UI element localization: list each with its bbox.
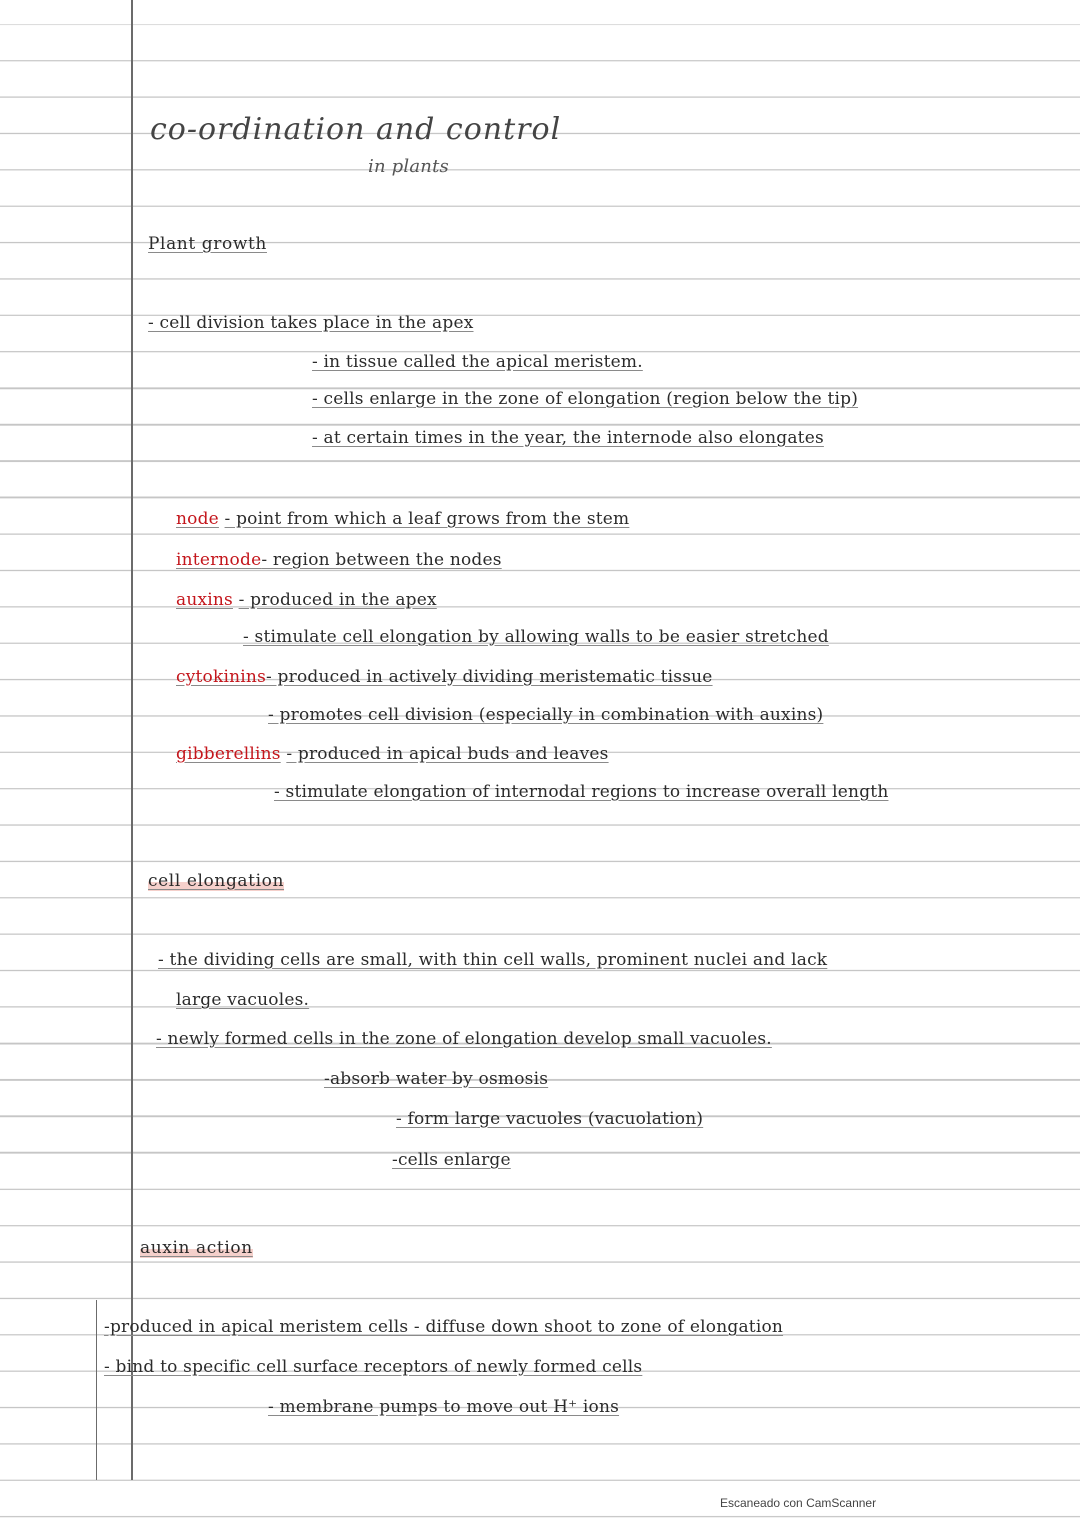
margin-line xyxy=(131,0,133,1480)
plant-growth-line: - cells enlarge in the zone of elongation (region below the tip) xyxy=(312,389,859,409)
definition-row xyxy=(274,782,888,802)
definition-row xyxy=(176,744,609,764)
cell-elongation-line: large vacuoles. xyxy=(176,990,310,1010)
page-title: co-ordination and control xyxy=(150,112,562,147)
margin-line-lower xyxy=(96,1300,97,1480)
cell-elongation-line: -absorb water by osmosis xyxy=(324,1069,549,1089)
plant-growth-line: - at certain times in the year, the internode also elongates xyxy=(312,428,824,448)
definition-text: - stimulate cell elongation by allowing walls to be easier stretched xyxy=(243,627,829,647)
cell-elongation-line: - newly formed cells in the zone of elongation develop small vacuoles. xyxy=(156,1029,772,1049)
definition-row xyxy=(243,627,829,647)
auxin-action-line: -produced in apical meristem cells - diffuse down shoot to zone of elongation xyxy=(104,1317,784,1337)
definition-row xyxy=(268,705,823,725)
definition-text: - stimulate elongation of internodal regions to increase overall length xyxy=(274,782,889,802)
page-subtitle: in plants xyxy=(368,156,449,177)
definition-text: - produced in the apex xyxy=(238,590,437,610)
definition-text: - produced in apical buds and leaves xyxy=(286,744,609,764)
cell-elongation-line: -cells enlarge xyxy=(392,1150,511,1170)
auxin-action-line: - membrane pumps to move out H⁺ ions xyxy=(268,1397,620,1417)
heading-auxin-action: auxin action xyxy=(140,1238,253,1258)
definition-text: - produced in actively dividing meristematic tissue xyxy=(266,667,713,687)
plant-growth-line: - cell division takes place in the apex xyxy=(148,313,474,333)
definition-term: internode xyxy=(176,550,262,570)
definition-row xyxy=(176,550,502,570)
cell-elongation-line: - the dividing cells are small, with thin cell walls, prominent nuclei and lack xyxy=(158,950,828,970)
scanner-footer: Escaneado con CamScanner xyxy=(720,1496,877,1510)
definition-term: auxins xyxy=(176,590,233,610)
definition-term: gibberellins xyxy=(176,744,281,764)
plant-growth-line: - in tissue called the apical meristem. xyxy=(312,352,643,372)
definition-term: cytokinins xyxy=(176,667,266,687)
definition-text: - promotes cell division (especially in combination with auxins) xyxy=(268,705,824,725)
definition-row xyxy=(176,590,437,610)
definition-row xyxy=(176,667,713,687)
definition-term: node xyxy=(176,509,219,529)
cell-elongation-line: - form large vacuoles (vacuolation) xyxy=(396,1109,704,1129)
heading-plant-growth: Plant growth xyxy=(148,234,267,254)
heading-cell-elongation: cell elongation xyxy=(148,871,285,891)
definition-text: - point from which a leaf grows from the stem xyxy=(224,509,630,529)
auxin-action-line: - bind to specific cell surface receptors of newly formed cells xyxy=(104,1357,643,1377)
definition-row xyxy=(176,509,629,529)
definition-text: - region between the nodes xyxy=(261,550,502,570)
